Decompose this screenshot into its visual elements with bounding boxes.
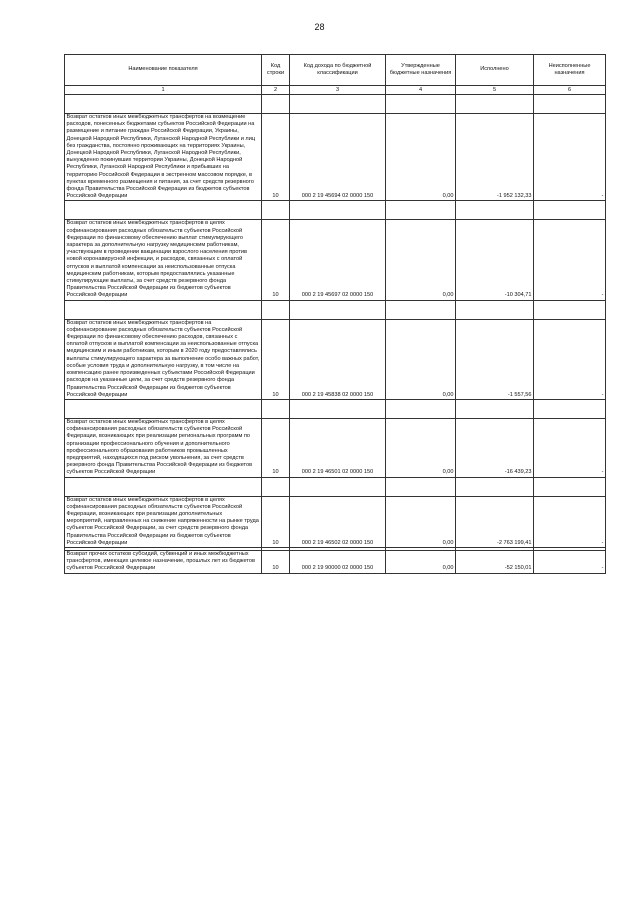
row-income-code: 000 2 19 45697 02 0000 150 bbox=[290, 220, 386, 300]
row-line-code: 10 bbox=[262, 496, 290, 547]
row-line-code: 10 bbox=[262, 220, 290, 300]
table-row bbox=[65, 496, 606, 547]
row-income-code: 000 2 19 90000 02 0000 150 bbox=[290, 550, 386, 573]
header-income-code: Код дохода по бюджетной классификации bbox=[290, 55, 386, 86]
row-spacer bbox=[65, 477, 606, 496]
header-unexecuted: Неисполненные назначения bbox=[534, 55, 606, 86]
row-executed: -1 952 132,33 bbox=[456, 114, 534, 201]
row-executed: -1 557,56 bbox=[456, 319, 534, 399]
row-income-code: 000 2 19 46501 02 0000 150 bbox=[290, 418, 386, 477]
row-executed: -16 439,23 bbox=[456, 418, 534, 477]
row-description: Возврат остатков иных межбюджетных трансфертов в целях софинансирования расходных обязательств субъектов Российской Федерации, возникающих при реализации дополнительных мероприятий, направленных на снижение напряженности на рынке труда субъектов Российской Федерации, за счет средств резервного фонда Правительства Российской Федерации из бюджетов субъектов Российской Федерации bbox=[65, 496, 262, 547]
column-number: 5 bbox=[456, 86, 534, 95]
row-description: Возврат остатков иных межбюджетных трансфертов в целях софинансирования расходных обязательств субъектов Российской Федерации, возникающих при реализации региональных программ по организации профессионального обучения и дополнительного профессионального образования работников промышленных предприятий, находящихся под риском увольнения, за счет средств резервного фонда Правительства Российской Федерации из бюджетов субъектов Российской Федерации bbox=[65, 418, 262, 477]
row-unexecuted: - bbox=[534, 114, 606, 201]
page-number: 28 bbox=[314, 22, 325, 32]
row-unexecuted: - bbox=[534, 550, 606, 573]
row-description: Возврат остатков иных межбюджетных трансфертов в целях софинансирования расходных обязательств субъектов Российской Федерации по финансовому обеспечению выплат стимулирующего характера за дополнительную нагрузку медицинским работникам, участвующим в проведении вакцинации взрослого населения против новой коронавирусной инфекции, и расходов, связанных с оплатой отпусков и выплатой компенсации за неиспользованные отпуска медицинским работникам, которым предоставлялись указанные стимулирующие выплаты, за счет средств резервного фонда Правительства Российской Федерации из бюджетов субъектов Российской Федерации bbox=[65, 220, 262, 300]
row-line-code: 10 bbox=[262, 114, 290, 201]
row-approved: 0,00 bbox=[386, 496, 456, 547]
row-line-code: 10 bbox=[262, 550, 290, 573]
column-number: 4 bbox=[386, 86, 456, 95]
row-spacer bbox=[65, 201, 606, 220]
header-line-code: Код строки bbox=[262, 55, 290, 86]
row-description: Возврат прочих остатков субсидий, субвенций и иных межбюджетных трансфертов, имеющих целевое назначение, прошлых лет из бюджетов субъектов Российской Федерации bbox=[65, 550, 262, 573]
row-executed: -52 150,01 bbox=[456, 550, 534, 573]
column-number: 3 bbox=[290, 86, 386, 95]
row-unexecuted: - bbox=[534, 496, 606, 547]
row-description: Возврат остатков иных межбюджетных трансфертов на софинансирование расходных обязательств субъектов Российской Федерации по финансовому обеспечению расходов, связанных с оплатой отпусков и выплатой компенсации за неиспользованные отпуска медицинским и иным работникам, которым в 2020 году предоставлялись выплаты стимулирующего характера за выполнение особо важных работ, особые условия труда и дополнительную нагрузку, в том числе на компенсацию ранее произведенных субъектами Российской Федерации расходов на указанные цели, за счет средств резервного фонда Правительства Российской Федерации из бюджетов субъектов Российской Федерации bbox=[65, 319, 262, 399]
row-spacer bbox=[65, 399, 606, 418]
column-number: 6 bbox=[534, 86, 606, 95]
table-row bbox=[65, 418, 606, 477]
row-spacer bbox=[65, 95, 606, 114]
table-row bbox=[65, 114, 606, 201]
row-spacer bbox=[65, 300, 606, 319]
row-line-code: 10 bbox=[262, 319, 290, 399]
row-approved: 0,00 bbox=[386, 550, 456, 573]
table-header-row bbox=[65, 55, 606, 86]
column-number-row bbox=[65, 86, 606, 95]
header-name: Наименование показателя bbox=[65, 55, 262, 86]
table-row bbox=[65, 319, 606, 399]
column-number: 1 bbox=[65, 86, 262, 95]
row-description: Возврат остатков иных межбюджетных трансфертов на возмещение расходов, понесенных бюджетами субъектов Российской Федерации на размещение и питание граждан Российской Федерации, Украины, Донецкой Народной Республики, Луганской Народной Республики и лиц без гражданства, постоянно проживающих на территориях Украины, Донецкой Народной Республики, Луганской Народной Республики, вынужденно покинувших территории Украины, Донецкой Народной Республики, Луганской Народной Республики и прибывших на территорию Российской Федерации в экстренном массовом порядке, в пунктах временного размещения и питания, за счет средств резервного фонда Правительства Российской Федерации из бюджетов субъектов Российской Федерации bbox=[65, 114, 262, 201]
table-row bbox=[65, 550, 606, 573]
header-approved: Утвержденные бюджетные назначения bbox=[386, 55, 456, 86]
budget-execution-table bbox=[64, 54, 606, 574]
row-income-code: 000 2 19 45694 02 0000 150 bbox=[290, 114, 386, 201]
row-line-code: 10 bbox=[262, 418, 290, 477]
row-unexecuted: - bbox=[534, 220, 606, 300]
row-income-code: 000 2 19 46502 02 0000 150 bbox=[290, 496, 386, 547]
row-approved: 0,00 bbox=[386, 319, 456, 399]
header-executed: Исполнено bbox=[456, 55, 534, 86]
row-executed: -2 763 199,41 bbox=[456, 496, 534, 547]
row-executed: -10 304,71 bbox=[456, 220, 534, 300]
row-unexecuted: - bbox=[534, 418, 606, 477]
row-approved: 0,00 bbox=[386, 220, 456, 300]
column-number: 2 bbox=[262, 86, 290, 95]
row-unexecuted: - bbox=[534, 319, 606, 399]
row-income-code: 000 2 19 45838 02 0000 150 bbox=[290, 319, 386, 399]
row-approved: 0,00 bbox=[386, 114, 456, 201]
table-row bbox=[65, 220, 606, 300]
row-approved: 0,00 bbox=[386, 418, 456, 477]
